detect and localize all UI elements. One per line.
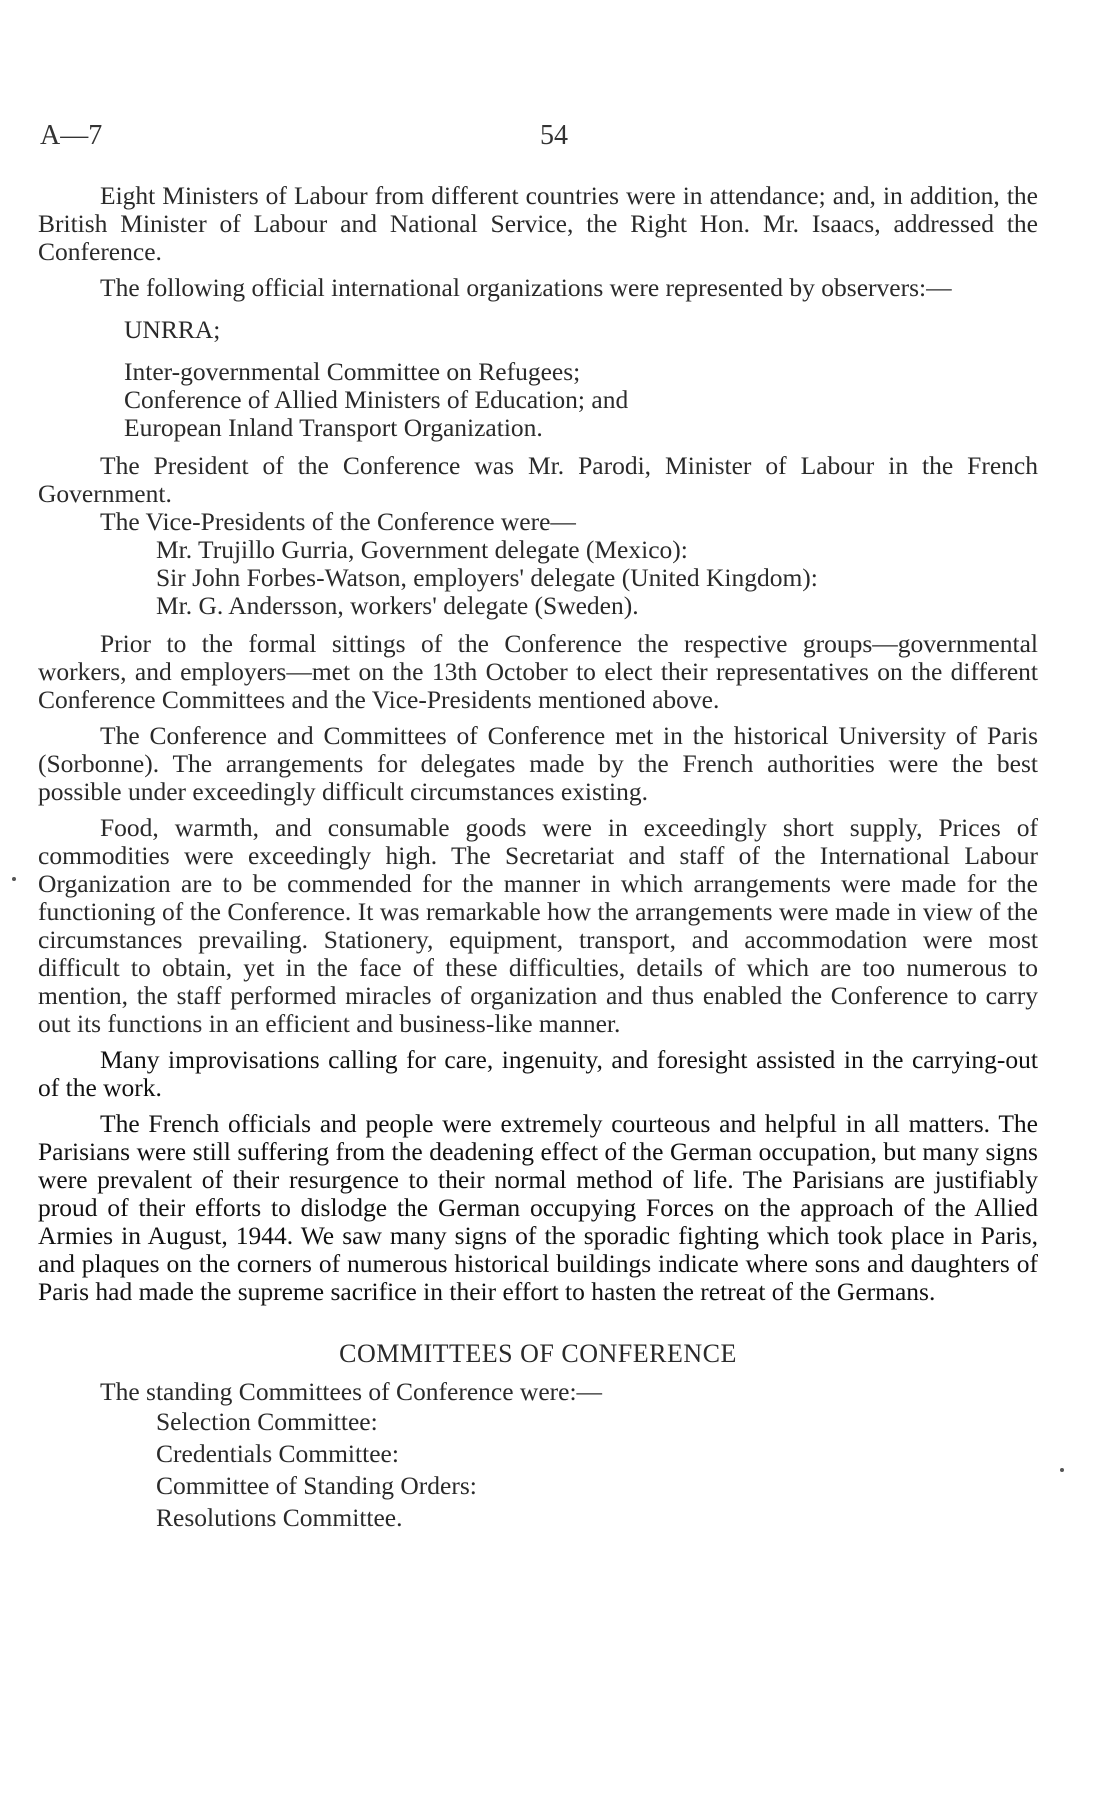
paragraph-ministers: Eight Ministers of Labour from different countries were in attendance; and, in addition, the British Minister of Labour and National Service, the Right Hon. Mr. Isaacs, addressed the Conference.	[38, 181, 1038, 266]
paragraph-improvisations: Many improvisations calling for care, ingenuity, and foresight assisted in the carrying-out of the work.	[38, 1045, 1038, 1102]
paragraph-committees-intro: The standing Committees of Conference were:—	[100, 1377, 603, 1406]
page-header	[40, 120, 1040, 160]
committees-list	[156, 1406, 1038, 1534]
paragraph-sorbonne: The Conference and Committees of Conference met in the historical University of Paris (Sorbonne). The arrangements for delegates made by the French authorities were the best possible under exceedingly difficult circumstances existing.	[38, 721, 1038, 806]
list-item: Mr. G. Andersson, workers' delegate (Sweden).	[156, 591, 639, 620]
list-item: European Inland Transport Organization.	[124, 413, 543, 442]
list-item: Resolutions Committee.	[156, 1503, 403, 1532]
paragraph-groups: Prior to the formal sittings of the Conference the respective groups—governmental workers, and employers—met on the 13th October to elect their representatives on the different Conference Committees and the Vice-Presidents mentioned above.	[38, 629, 1038, 714]
list-item: Mr. Trujillo Gurria, Government delegate (Mexico):	[156, 535, 688, 564]
list-item: Credentials Committee:	[156, 1439, 399, 1468]
list-item: Inter-governmental Committee on Refugees;	[124, 357, 581, 386]
body-text	[38, 182, 1038, 1534]
margin-speck	[1060, 1468, 1064, 1472]
list-item: Sir John Forbes-Watson, employers' delegate (United Kingdom):	[156, 563, 818, 592]
document-reference: A—7	[40, 120, 103, 151]
list-item: UNRRA;	[124, 315, 221, 344]
paragraph-supply: Food, warmth, and consumable goods were in exceedingly short supply, Prices of commodities were exceedingly high. The Secretariat and staff of the International Labour Organization are to be commended for the manner in which arrangements were made for the functioning of the Conference. It was remarkable how the arrangements were made in view of the circumstances prevailing. Stationery, equipment, transport, and accommodation were most difficult to obtain, yet in the face of these difficulties, details of which are too numerous to mention, the staff performed miracles of organization and thus enabled the Conference to carry out its functions in an efficient and business-like manner.	[38, 813, 1038, 1038]
page-number: 54	[540, 120, 568, 151]
list-item: Committee of Standing Orders:	[156, 1471, 477, 1500]
vice-presidents-list	[156, 536, 1038, 620]
margin-speck	[12, 877, 16, 881]
list-item: Selection Committee:	[156, 1407, 378, 1436]
paragraph-observers-intro: The following official international organizations were represented by observers:—	[100, 273, 952, 302]
paragraph-vice-presidents-intro: The Vice-Presidents of the Conference were—	[100, 507, 576, 536]
paragraph-president: The President of the Conference was Mr. Parodi, Minister of Labour in the French Government.	[38, 451, 1038, 508]
observer-organizations-list	[124, 316, 1038, 442]
section-heading: COMMITTEES OF CONFERENCE	[339, 1339, 737, 1368]
paragraph-parisians: The French officials and people were extremely courteous and helpful in all matters. The Parisians were still suffering from the deadening effect of the German occupation, but many signs were prevalent of their resurgence to their normal method of life. The Parisians are justifiably proud of their efforts to dislodge the German occupying Forces on the approach of the Allied Armies in August, 1944. We saw many signs of the sporadic fighting which took place in Paris, and plaques on the corners of numerous historical buildings indicate where sons and daughters of Paris had made the supreme sacrifice in their effort to hasten the retreat of the Germans.	[38, 1109, 1038, 1306]
list-item: Conference of Allied Ministers of Education; and	[124, 385, 629, 414]
